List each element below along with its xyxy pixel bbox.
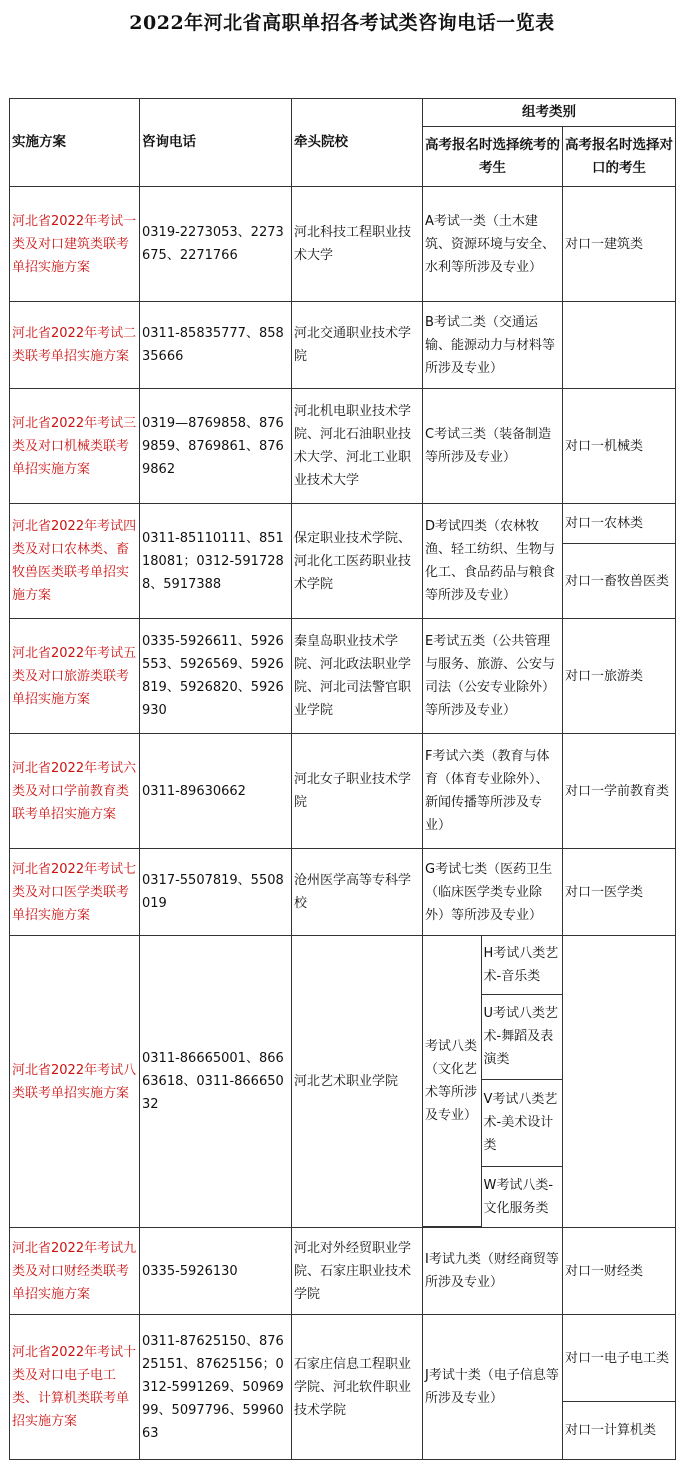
college-cell: 石家庄信息工程职业学院、河北软件职业技术学院	[292, 1315, 423, 1460]
vocational-category-cell: 对口一机械类	[563, 389, 676, 504]
plan-link[interactable]: 河北省2022年考试一类及对口建筑类联考单招实施方案	[12, 213, 137, 275]
phone-cell: 0311-87625150、87625151、87625156；0312-5991269、5096999、5097796、5996063	[140, 1315, 292, 1460]
header-unified: 高考报名时选择统考的考生	[423, 127, 563, 187]
vocational-category-cell: 对口一财经类	[563, 1228, 676, 1315]
vocational-category-cell: 对口一农林类	[563, 504, 676, 544]
header-phone: 咨询电话	[140, 99, 292, 187]
unified-category-text: 考试八类（文化艺术等所涉及专业）	[423, 936, 481, 1226]
art-subcategory: H考试八类艺术-音乐类	[481, 936, 562, 994]
plan-link[interactable]: 河北省2022年考试三类及对口机械类联考单招实施方案	[12, 415, 137, 477]
unified-category-cell: I考试九类（财经商贸等所涉及专业）	[423, 1228, 563, 1315]
plan-link[interactable]: 河北省2022年考试七类及对口医学类联考单招实施方案	[12, 861, 137, 923]
header-lead-college: 牵头院校	[292, 99, 423, 187]
unified-category-cell: J考试十类（电子信息等所涉及专业）	[423, 1315, 563, 1460]
table-row	[10, 1228, 676, 1315]
phone-cell: 0311-86665001、86663618、0311-86665032	[140, 936, 292, 1228]
unified-category-cell: F考试六类（教育与体育（体育专业除外）、新闻传播等所涉及专业）	[423, 734, 563, 849]
phone-cell: 0319—8769858、8769859、8769861、8769862	[140, 389, 292, 504]
phone-cell: 0335-5926611、5926553、5926569、5926819、5926820、5926930	[140, 619, 292, 734]
art-subcategory: V考试八类艺术-美术设计类	[481, 1079, 562, 1166]
vocational-category-cell: 对口一旅游类	[563, 619, 676, 734]
unified-category-cell: E考试五类（公共管理与服务、旅游、公安与司法（公安专业除外）等所涉及专业）	[423, 619, 563, 734]
plan-link[interactable]: 河北省2022年考试九类及对口财经类联考单招实施方案	[12, 1240, 137, 1302]
unified-category-cell: A考试一类（土木建筑、资源环境与安全、水利等所涉及专业）	[423, 187, 563, 302]
unified-category-cell: D考试四类（农林牧渔、轻工纺织、生物与化工、食品药品与粮食等所涉及专业）	[423, 504, 563, 619]
vocational-category-cell: 对口一畜牧兽医类	[563, 544, 676, 619]
college-cell: 河北机电职业技术学院、河北石油职业技术大学、河北工业职业技术大学	[292, 389, 423, 504]
phone-cell: 0319-2273053、2273675、2271766	[140, 187, 292, 302]
art-subcategory: U考试八类艺术-舞蹈及表演类	[481, 994, 562, 1079]
college-cell: 秦皇岛职业技术学院、河北政法职业学院、河北司法警官职业学院	[292, 619, 423, 734]
phone-cell: 0311-85835777、85835666	[140, 302, 292, 389]
vocational-category-cell	[563, 302, 676, 389]
phone-cell: 0317-5507819、5508019	[140, 849, 292, 936]
table-row	[10, 1315, 676, 1402]
college-cell: 河北科技工程职业技术大学	[292, 187, 423, 302]
college-cell: 河北艺术职业学院	[292, 936, 423, 1228]
college-cell: 保定职业技术学院、河北化工医药职业技术学院	[292, 504, 423, 619]
vocational-category-cell: 对口一建筑类	[563, 187, 676, 302]
plan-link[interactable]: 河北省2022年考试六类及对口学前教育类联考单招实施方案	[12, 760, 137, 822]
vocational-category-cell: 对口一学前教育类	[563, 734, 676, 849]
header-plan: 实施方案	[10, 99, 140, 187]
phone-cell: 0335-5926130	[140, 1228, 292, 1315]
table-row	[10, 187, 676, 302]
unified-category-cell: C考试三类（装备制造等所涉及专业）	[423, 389, 563, 504]
college-cell: 河北女子职业技术学院	[292, 734, 423, 849]
plan-link[interactable]: 河北省2022年考试四类及对口农林类、畜牧兽医类联考单招实施方案	[12, 519, 137, 603]
header-vocational: 高考报名时选择对口的考生	[563, 127, 676, 187]
plan-link[interactable]: 河北省2022年考试二类联考单招实施方案	[12, 326, 137, 364]
vocational-category-cell: 对口一医学类	[563, 849, 676, 936]
college-cell: 沧州医学高等专科学校	[292, 849, 423, 936]
table-row	[10, 504, 676, 544]
page-title: 2022年河北省高职单招各考试类咨询电话一览表	[129, 12, 555, 34]
table-row	[10, 734, 676, 849]
college-cell: 河北对外经贸职业学院、石家庄职业技术学院	[292, 1228, 423, 1315]
unified-category-cell: G考试七类（医药卫生（临床医学类专业除外）等所涉及专业）	[423, 849, 563, 936]
table-row	[10, 389, 676, 504]
table-row	[10, 302, 676, 389]
consultation-table	[9, 98, 676, 1460]
art-subcategory-table	[423, 936, 562, 1227]
plan-link[interactable]: 河北省2022年考试五类及对口旅游类联考单招实施方案	[12, 645, 137, 707]
vocational-category-cell: 对口一计算机类	[563, 1402, 676, 1460]
college-cell: 河北交通职业技术学院	[292, 302, 423, 389]
vocational-category-cell	[563, 936, 676, 1228]
header-group-category: 组考类别	[423, 99, 676, 127]
unified-category-cell: B考试二类（交通运输、能源动力与材料等所涉及专业）	[423, 302, 563, 389]
phone-cell: 0311-85110111、85118081；0312-5917288、5917388	[140, 504, 292, 619]
art-subcategory: W考试八类-文化服务类	[481, 1166, 562, 1226]
vocational-category-cell: 对口一电子电工类	[563, 1315, 676, 1402]
table-row	[10, 619, 676, 734]
plan-link[interactable]: 河北省2022年考试八类联考单招实施方案	[12, 1062, 137, 1101]
unified-category-cell	[423, 936, 563, 1228]
table-row	[10, 849, 676, 936]
plan-link[interactable]: 河北省2022年考试十类及对口电子电工类、计算机类联考单招实施方案	[12, 1345, 137, 1429]
phone-cell: 0311-89630662	[140, 734, 292, 849]
table-row	[10, 936, 676, 1228]
